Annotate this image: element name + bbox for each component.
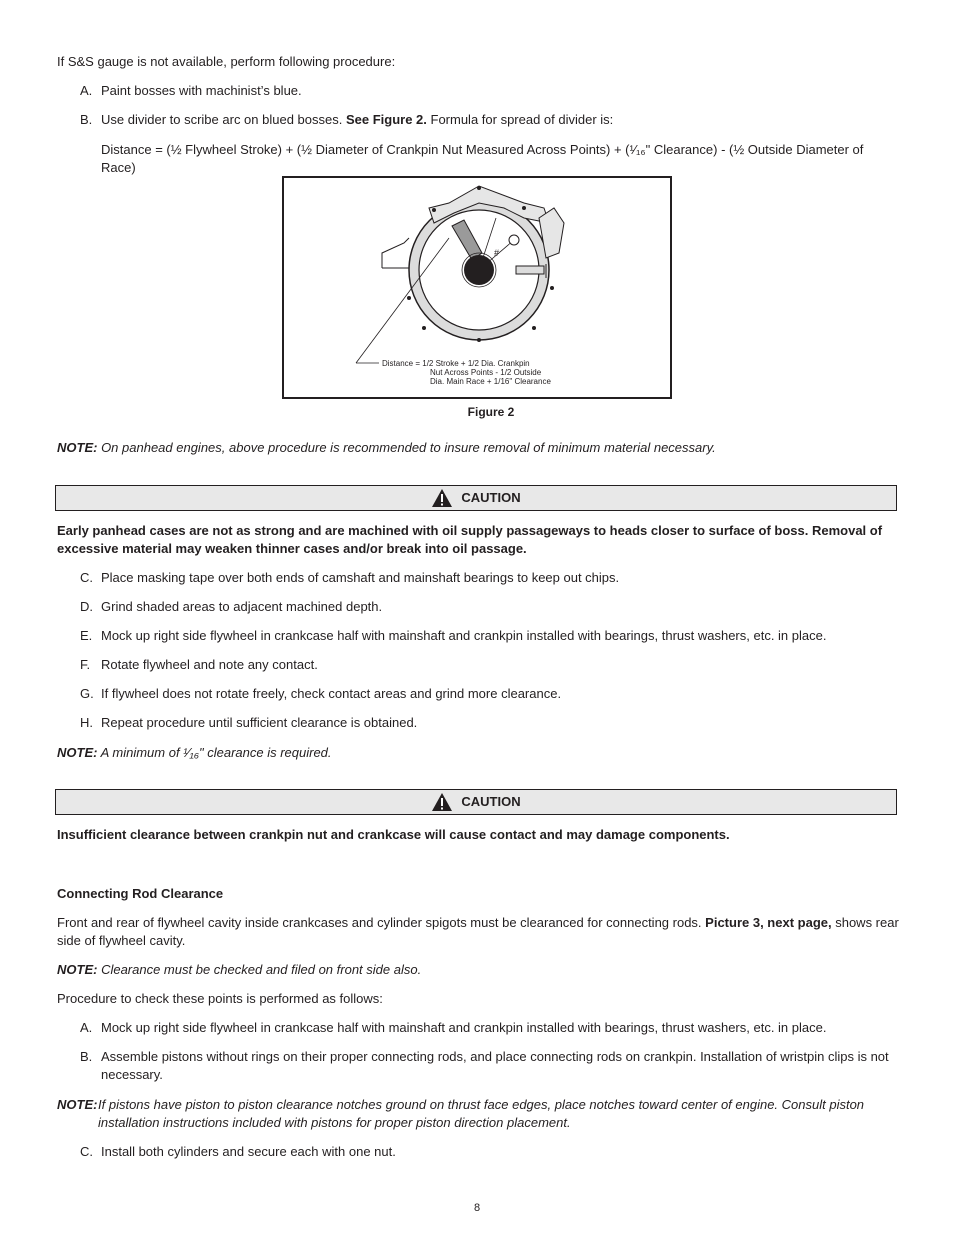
step-letter: B. — [80, 112, 93, 127]
caution-text: Insufficient clearance between crankpin nut and crankcase will cause contact and may damage components. — [57, 827, 730, 842]
crankcase-diagram — [284, 178, 670, 397]
intro-text: If S&S gauge is not available, perform following procedure: — [57, 54, 396, 69]
note-2: NOTE: A minimum of ¹⁄₁₆" clearance is required. — [57, 745, 332, 760]
caution-banner — [55, 485, 897, 511]
caution-label: CAUTION — [461, 794, 521, 809]
page-number: 8 — [473, 1202, 481, 1214]
note-4: NOTE: If pistons have piston to piston clearance notches ground on thrust face edges, place notches toward center of engine. Consult piston installation instructions included with pistons for proper piston direction placement. — [57, 1097, 865, 1130]
caution-text: Early panhead cases are not as strong and are machined with oil supply passageways to heads closer to surface of boss. Removal of excessive material may weaken thinner cases and/or break into oil passage. — [57, 523, 883, 556]
caution-banner — [55, 789, 897, 815]
procedure-intro: Procedure to check these points is performed as follows: — [57, 991, 383, 1006]
figure-caption: Figure 2 — [467, 405, 515, 419]
step-text: Paint bosses with machinist’s blue. — [101, 83, 302, 98]
figure-2 — [282, 176, 672, 399]
caution-label: CAUTION — [461, 490, 521, 505]
figure-reference: See Figure 2. — [345, 112, 427, 127]
svg-text:#: # — [494, 248, 500, 258]
step-text: Use divider to scribe arc on blued bosses. See Figure 2. Formula for spread of divider is: — [101, 112, 614, 127]
figure-label-line: Distance = 1/2 Stroke + 1/2 Dia. Crankpin — [382, 359, 530, 368]
note-1: NOTE: On panhead engines, above procedure is recommended to insure removal of minimum material necessary. — [57, 440, 716, 455]
figure-label-line: Dia. Main Race + 1/16" Clearance — [430, 377, 551, 386]
formula-text: Distance = (½ Flywheel Stroke) + (½ Diameter of Crankpin Nut Measured Across Points) + (¹⁄₁₆" Clearance) - (½ Outside Diameter of Race) — [101, 142, 864, 175]
picture-reference: Picture 3, next page, — [705, 915, 832, 930]
figure-label-line: Nut Across Points - 1/2 Outside — [430, 368, 542, 377]
note-3: NOTE: Clearance must be checked and filed on front side also. — [57, 962, 422, 977]
warning-icon — [431, 792, 453, 812]
warning-icon — [431, 488, 453, 508]
step-letter: A. — [80, 83, 93, 98]
section-paragraph: Front and rear of flywheel cavity inside crankcases and cylinder spigots must be clearanced for connecting rods. Picture 3, next page, shows rear side of flywheel cavity. — [57, 915, 899, 948]
section-heading: Connecting Rod Clearance — [57, 886, 224, 901]
